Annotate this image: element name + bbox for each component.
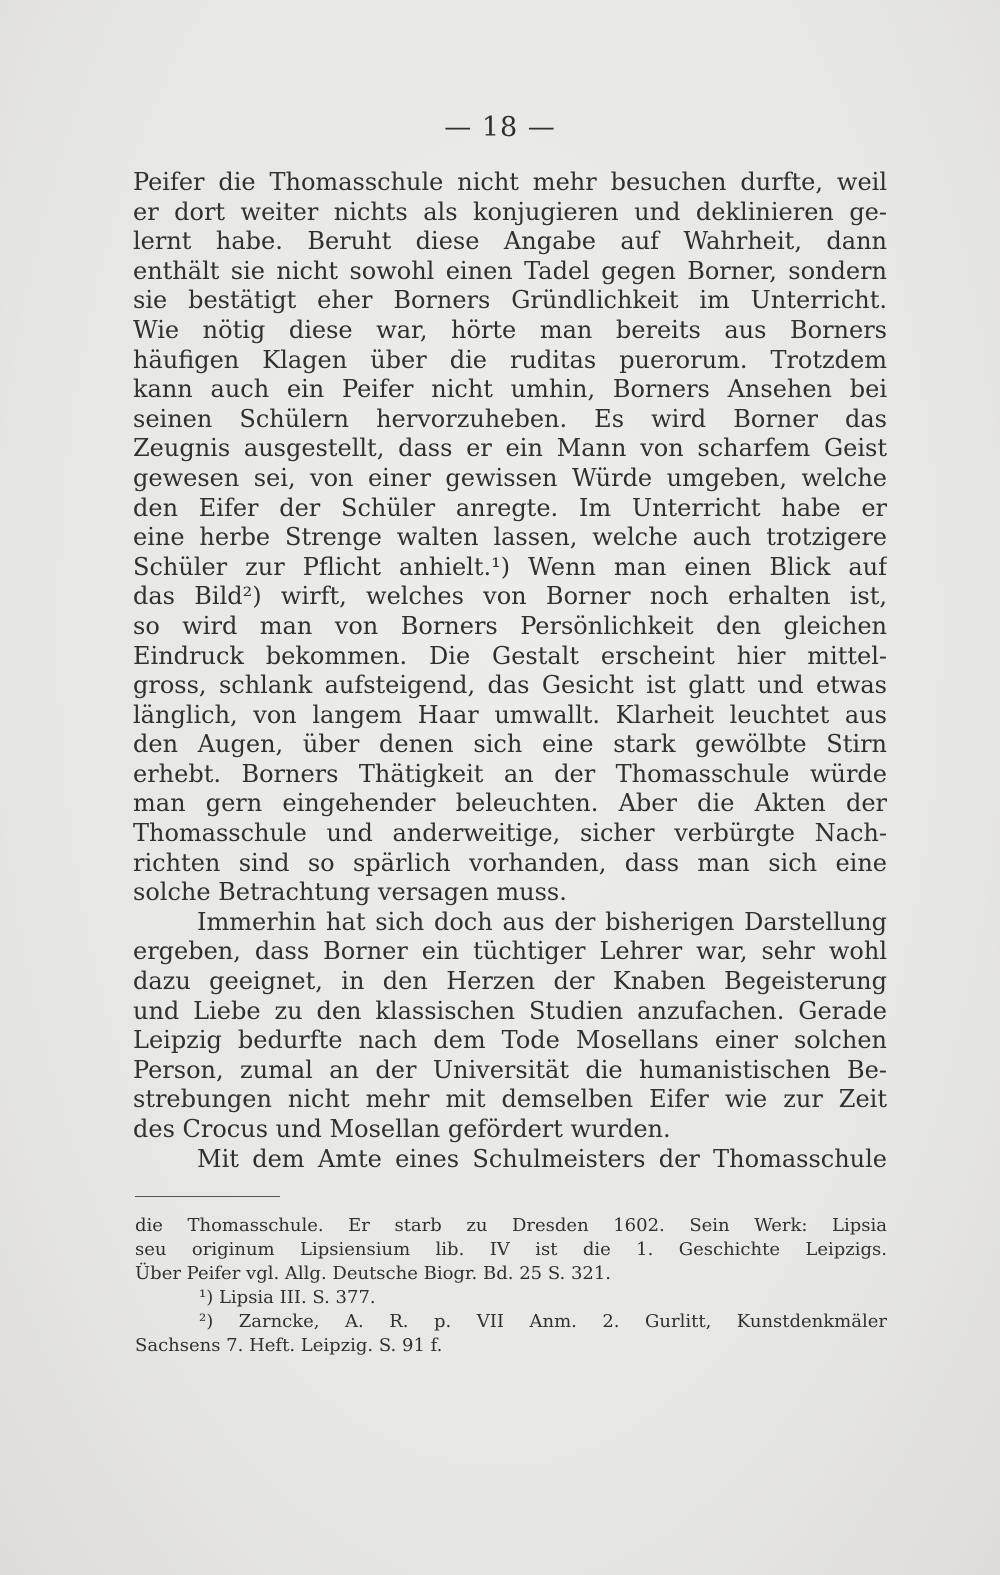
text-line: so wird man von Borners Persönlichkeit den gleichen [133,611,887,640]
text-line: richten sind so spärlich vorhanden, dass man sich eine [133,848,887,877]
text-line: häufigen Klagen über die ruditas puerorum. Trotzdem [133,345,887,374]
text-line: und Liebe zu den klassischen Studien anzufachen. Gerade [133,996,887,1025]
text-line: ergeben, dass Borner ein tüchtiger Lehrer war, sehr wohl [133,937,887,966]
text-line: solche Betrachtung versagen muss. [133,878,567,907]
footnotes [135,1214,887,1358]
footnote-line: ¹) Lipsia III. S. 377. [199,1287,376,1308]
text-line: enthält sie nicht sowohl einen Tadel gegen Borner, sondern [133,256,887,285]
text-line: kann auch ein Peifer nicht umhin, Borners Ansehen bei [133,375,887,404]
footnote-line: seu originum Lipsiensium lib. IV ist die 1. Geschichte Leipzigs. [135,1239,887,1260]
text-line: das Bild²) wirft, welches von Borner noch erhalten ist, [133,582,887,611]
text-line: seinen Schülern hervorzuheben. Es wird Borner das [133,404,887,433]
text-line: Leipzig bedurfte nach dem Tode Mosellans einer solchen [133,1026,887,1055]
text-line: erhebt. Borners Thätigkeit an der Thomasschule würde [133,759,887,788]
text-line: Thomasschule und anderweitige, sicher verbürgte Nach- [133,819,887,848]
text-line: Wie nötig diese war, hörte man bereits aus Borners [133,315,887,344]
text-line: Zeugnis ausgestellt, dass er ein Mann von scharfem Geist [133,434,887,463]
text-line: Peifer die Thomasschule nicht mehr besuchen durfte, weil [133,168,887,196]
text-line: eine herbe Strenge walten lassen, welche auch trotzigere [133,523,887,552]
text-line: länglich, von langem Haar umwallt. Klarheit leuchtet aus [133,700,887,729]
footnote-line: Über Peifer vgl. Allg. Deutsche Biogr. Bd. 25 S. 321. [135,1263,612,1284]
page-number: — 18 — [444,112,556,143]
text-line: Schüler zur Pflicht anhielt.¹) Wenn man einen Blick auf [133,552,887,581]
footnote-line: die Thomasschule. Er starb zu Dresden 1602. Sein Werk: Lipsia [135,1215,887,1236]
footnote-separator [135,1196,280,1197]
text-line: dazu geeignet, in den Herzen der Knaben Begeisterung [133,967,887,996]
text-line: Immerhin hat sich doch aus der bisherigen Darstellung [197,907,887,936]
text-line: den Augen, über denen sich eine stark gewölbte Stirn [133,730,887,759]
text-line: lernt habe. Beruht diese Angabe auf Wahrheit, dann [133,227,887,256]
text-line: Person, zumal an der Universität die humanistischen Be- [133,1055,887,1084]
footnote-line: Sachsens 7. Heft. Leipzig. S. 91 f. [135,1335,443,1356]
text-line: des Crocus und Mosellan gefördert wurden. [133,1115,671,1143]
text-line: man gern eingehender beleuchten. Aber die Akten der [133,789,887,818]
footnote-line: ²) Zarncke, A. R. p. VII Anm. 2. Gurlitt, Kunstdenkmäler [199,1311,887,1332]
text-line: Eindruck bekommen. Die Gestalt erscheint hier mittel- [133,641,887,670]
text-line: Mit dem Amte eines Schulmeisters der Thomasschule [197,1144,887,1173]
text-line: gewesen sei, von einer gewissen Würde umgeben, welche [133,463,887,492]
text-line: er dort weiter nichts als konjugieren und deklinieren ge- [133,197,887,226]
body-text [133,168,887,1174]
text-line: strebungen nicht mehr mit demselben Eifer wie zur Zeit [133,1085,887,1114]
text-line: gross, schlank aufsteigend, das Gesicht ist glatt und etwas [133,671,887,700]
text-line: den Eifer der Schüler anregte. Im Unterricht habe er [133,493,887,522]
text-line: sie bestätigt eher Borners Gründlichkeit im Unterricht. [133,286,887,315]
